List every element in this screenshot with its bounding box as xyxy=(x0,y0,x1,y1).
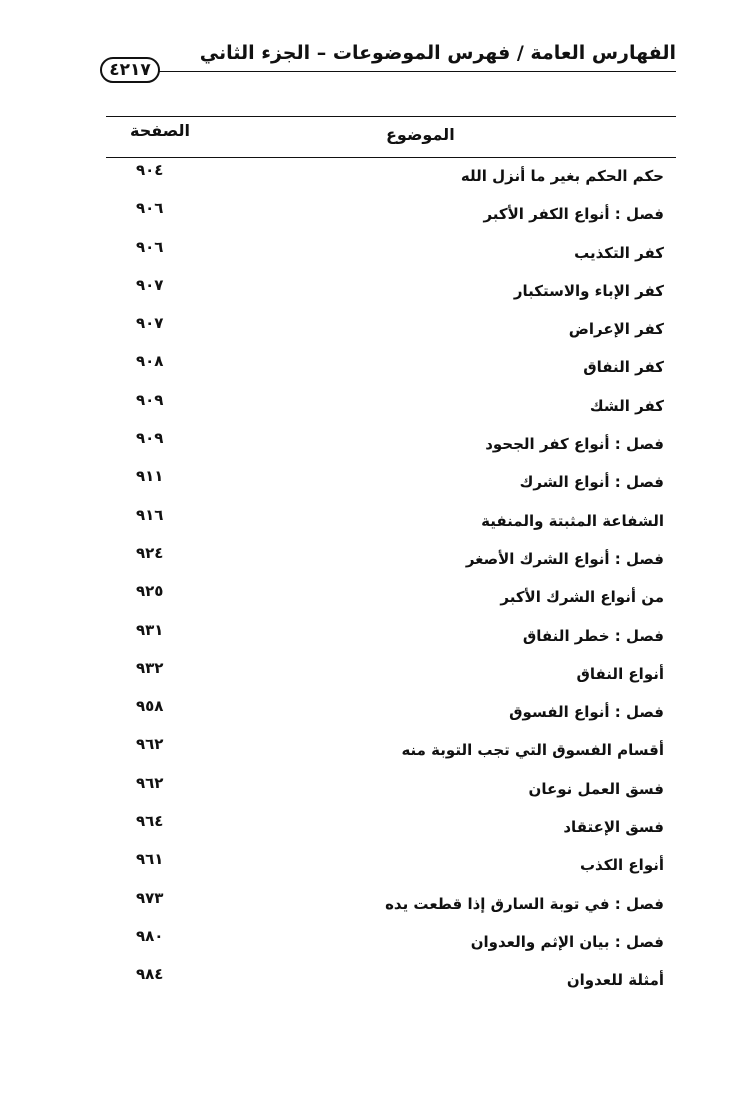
entry-page: ٩٠٩ xyxy=(136,390,164,409)
entry-page: ٩٦٤ xyxy=(136,812,164,831)
entry-topic: أنواع النفاق xyxy=(576,664,664,683)
column-header-topic: الموضوع xyxy=(386,125,455,144)
entry-page: ٩٠٦ xyxy=(136,237,164,256)
index-entries xyxy=(106,158,676,1001)
index-entry xyxy=(106,579,676,617)
running-header xyxy=(100,40,676,80)
entry-page: ٩٢٥ xyxy=(136,582,164,601)
index-entry xyxy=(106,847,676,885)
entry-page: ٩٧٣ xyxy=(136,888,164,907)
entry-topic: كفر الشك xyxy=(589,396,664,415)
entry-topic: كفر الإباء والاستكبار xyxy=(513,281,664,300)
entry-topic: فصل : بيان الإثم والعدوان xyxy=(470,932,664,951)
entry-topic: من أنواع الشرك الأكبر xyxy=(500,588,664,607)
entry-topic: فصل : أنواع الشرك xyxy=(519,473,664,492)
entry-page: ٩٥٨ xyxy=(136,697,164,716)
entry-topic: الشفاعة المثبتة والمنفية xyxy=(481,511,664,530)
entry-topic: فصل : في توبة السارق إذا قطعت يده xyxy=(385,894,664,913)
entry-topic: أنواع الكذب xyxy=(579,856,664,875)
entry-topic: أقسام الفسوق التي تجب التوبة منه xyxy=(401,741,664,760)
entry-page: ٩٦٢ xyxy=(136,773,164,792)
entry-topic: حكم الحكم بغير ما أنزل الله xyxy=(460,167,664,185)
index-entry xyxy=(106,311,676,349)
entry-topic: فصل : أنواع كفر الجحود xyxy=(485,435,664,454)
index-entry xyxy=(106,962,676,1000)
entry-page: ٩٣١ xyxy=(136,620,164,639)
entry-page: ٩٠٧ xyxy=(136,275,164,294)
entry-topic: كفر التكذيب xyxy=(574,243,664,262)
entry-topic: فصل : أنواع الشرك الأصغر xyxy=(465,549,664,568)
entry-page: ٩٠٦ xyxy=(136,199,164,218)
index-entry xyxy=(106,196,676,234)
index-entry xyxy=(106,235,676,273)
entry-page: ٩١١ xyxy=(136,467,164,486)
entry-topic: فصل : أنواع الفسوق xyxy=(509,703,664,722)
entry-topic: فصل : خطر النفاق xyxy=(522,626,664,645)
entry-topic: فسق العمل نوعان xyxy=(528,779,664,798)
running-header-title: الفهارس العامة / فهرس الموضوعات – الجزء الثاني xyxy=(199,42,676,64)
entry-topic: كفر النفاق xyxy=(583,358,664,377)
index-entry xyxy=(106,886,676,924)
index-entry xyxy=(106,732,676,770)
index-entry xyxy=(106,618,676,656)
entry-page: ٩٢٤ xyxy=(136,543,164,562)
entry-page: ٩٠٧ xyxy=(136,314,164,333)
index-entry xyxy=(106,541,676,579)
index-entry xyxy=(106,158,676,196)
index-entry xyxy=(106,388,676,426)
entry-page: ٩١٦ xyxy=(136,505,164,524)
header-rule xyxy=(158,71,676,72)
index-entry xyxy=(106,656,676,694)
page-number: ٤٢١٧ xyxy=(100,57,160,83)
index-entry xyxy=(106,809,676,847)
entry-page: ٩٦١ xyxy=(136,850,164,869)
index-entry xyxy=(106,924,676,962)
entry-page: ٩٠٨ xyxy=(136,352,164,371)
index-entry xyxy=(106,426,676,464)
entry-page: ٩٣٢ xyxy=(136,658,164,677)
column-header-page: الصفحة xyxy=(130,121,191,140)
index-entry xyxy=(106,503,676,541)
index-entry xyxy=(106,273,676,311)
entry-topic: أمثلة للعدوان xyxy=(566,971,664,990)
entry-page: ٩٨٠ xyxy=(136,926,164,945)
entry-page: ٩٠٩ xyxy=(136,429,164,448)
index-entry xyxy=(106,771,676,809)
entry-topic: فصل : أنواع الكفر الأكبر xyxy=(483,205,664,224)
entry-topic: كفر الإعراض xyxy=(568,320,664,339)
index-table-header xyxy=(106,116,676,158)
index-entry xyxy=(106,349,676,387)
index-entry xyxy=(106,694,676,732)
entry-page: ٩٠٤ xyxy=(136,161,164,179)
entry-topic: فسق الإعتقاد xyxy=(563,818,664,837)
entry-page: ٩٨٤ xyxy=(136,965,164,984)
entry-page: ٩٦٢ xyxy=(136,735,164,754)
index-entry xyxy=(106,464,676,502)
